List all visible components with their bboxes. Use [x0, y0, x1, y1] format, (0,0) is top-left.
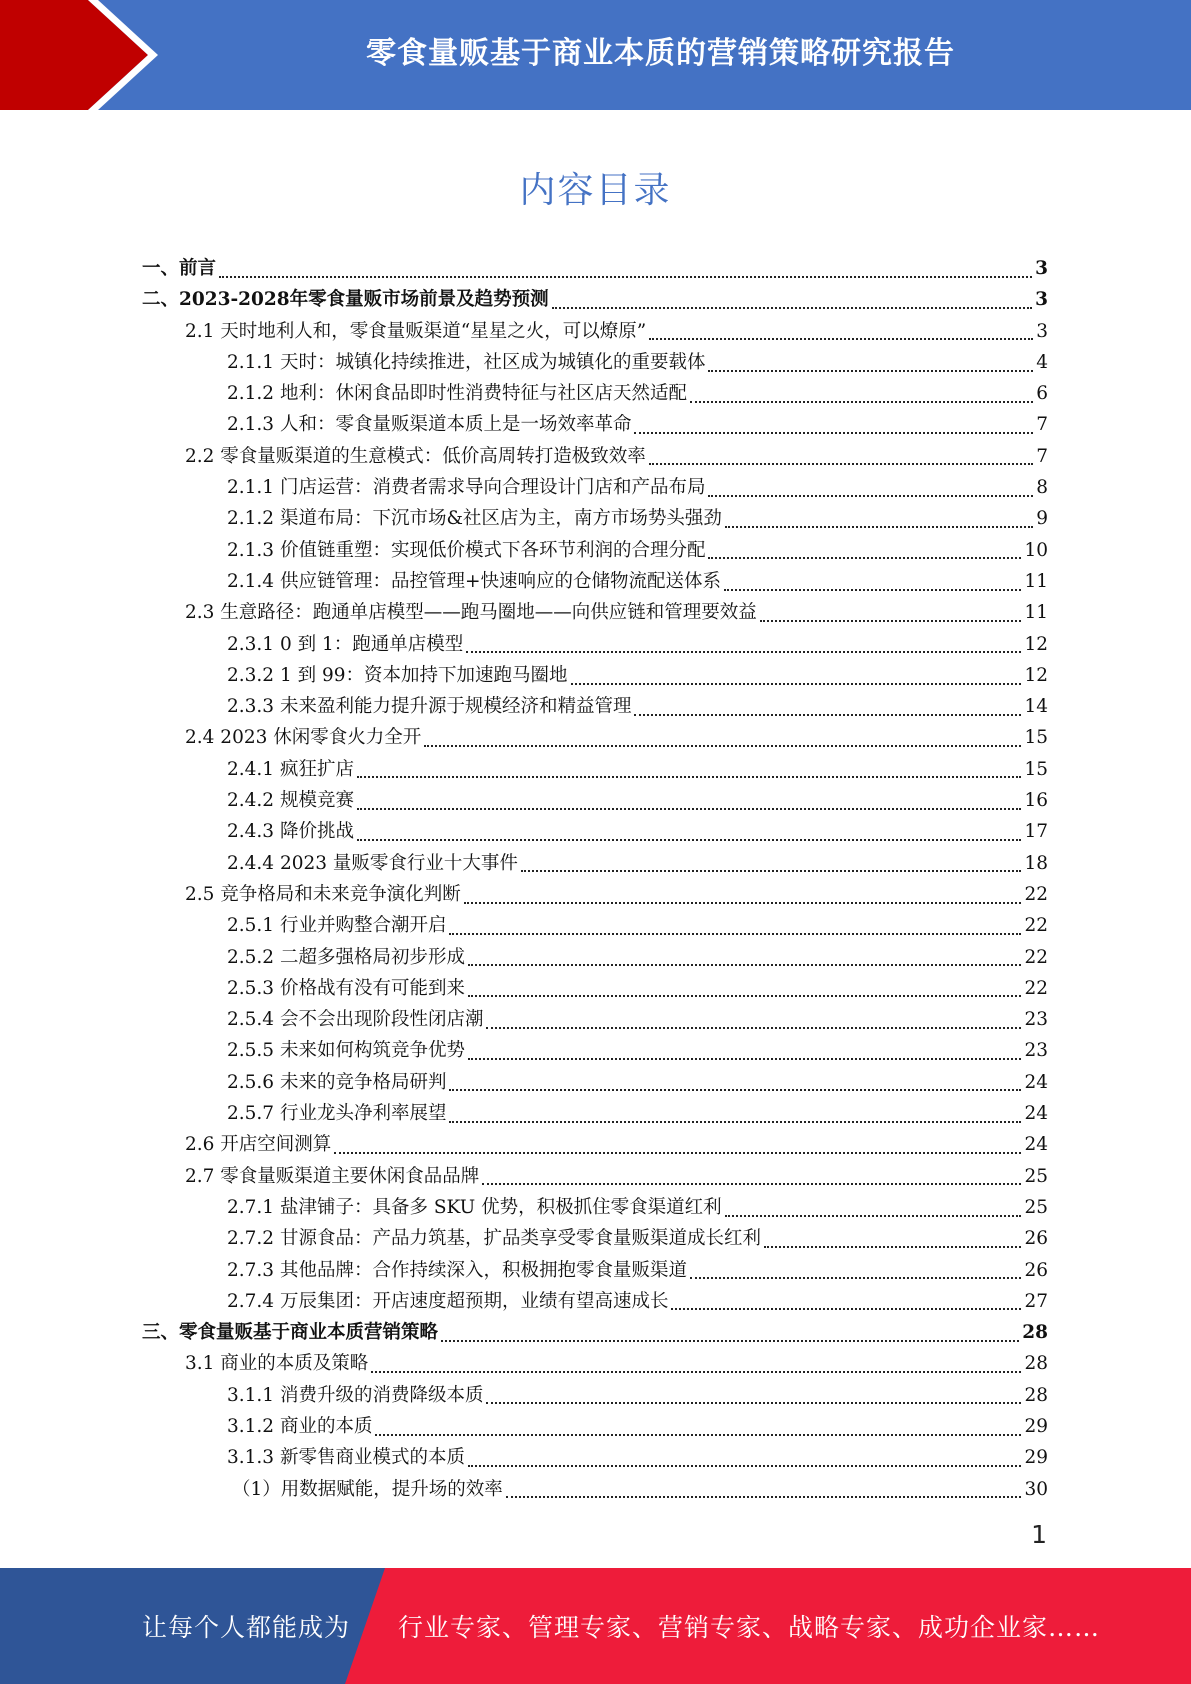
toc-entry-title: 2.6 开店空间测算 [185, 1134, 332, 1156]
toc-entry-page: 17 [1024, 821, 1048, 843]
toc-entry-title: 2.5.7 行业龙头净利率展望 [227, 1103, 447, 1125]
footer-slogan-left: 让每个人都能成为 [142, 1613, 351, 1642]
toc-entry[interactable] [142, 692, 1048, 723]
toc-dot-leader [690, 401, 1033, 403]
toc-entry[interactable] [142, 755, 1048, 786]
toc-entry-title: 2.4 2023 休闲零食火力全开 [185, 727, 422, 749]
header-banner [0, 0, 1191, 110]
toc-dot-leader [466, 651, 1021, 653]
toc-entry-page: 3 [1035, 289, 1048, 311]
toc-entry-title: 一、前言 [142, 258, 217, 279]
toc-entry-page: 10 [1024, 539, 1048, 561]
toc-entry-title: 三、零食量贩基于商业本质营销策略 [142, 1322, 439, 1344]
toc-dot-leader [506, 1496, 1022, 1498]
toc-entry[interactable] [142, 1318, 1048, 1349]
toc-entry-title: 2.4.4 2023 量贩零食行业十大事件 [227, 852, 518, 874]
toc-entry-page: 28 [1024, 1384, 1048, 1406]
toc-entry-page: 7 [1036, 414, 1048, 436]
toc-dot-leader [486, 1027, 1021, 1029]
toc-entry-page: 14 [1024, 696, 1048, 718]
toc-entry-title: 3.1.3 新零售商业模式的本质 [227, 1447, 465, 1469]
toc-entry[interactable] [142, 1475, 1048, 1506]
toc-dot-leader [468, 995, 1021, 997]
toc-entry[interactable] [142, 504, 1048, 535]
toc-entry[interactable] [142, 1443, 1048, 1474]
toc-entry-page: 27 [1024, 1290, 1048, 1312]
toc-entry-title: 2.1.3 人和：零食量贩渠道本质上是一场效率革命 [227, 414, 632, 436]
toc-dot-leader [468, 964, 1021, 966]
toc-entry[interactable] [142, 723, 1048, 754]
toc-entry[interactable] [142, 536, 1048, 567]
toc-entry[interactable] [142, 1349, 1048, 1380]
toc-entry-title: 3.1 商业的本质及策略 [185, 1353, 369, 1375]
toc-entry-page: 11 [1024, 602, 1048, 624]
toc-entry-page: 3 [1036, 320, 1048, 342]
page-number: 1 [1031, 1520, 1047, 1549]
toc-dot-leader [486, 1402, 1021, 1404]
toc-entry-page: 23 [1024, 1040, 1048, 1062]
toc-dot-leader [760, 620, 1022, 622]
toc-entry[interactable] [142, 1412, 1048, 1443]
toc-entry-page: 15 [1024, 758, 1048, 780]
toc-entry[interactable] [142, 598, 1048, 629]
toc-entry-title: 2.5.3 价格战有没有可能到来 [227, 977, 465, 999]
toc-entry-page: 25 [1024, 1196, 1048, 1218]
toc-entry[interactable] [142, 1256, 1048, 1287]
toc-dot-leader [521, 870, 1022, 872]
toc-entry-page: 15 [1024, 727, 1048, 749]
toc-entry-title: 2.3.1 0 到 1：跑通单店模型 [227, 633, 464, 655]
toc-entry-title: 2.1.3 价值链重塑：实现低价模式下各环节利润的合理分配 [227, 539, 706, 561]
toc-entry-page: 6 [1036, 383, 1048, 405]
toc-entry-page: 4 [1036, 351, 1048, 373]
toc-entry[interactable] [142, 630, 1048, 661]
toc-dot-leader [708, 557, 1021, 559]
toc-dot-leader [468, 1058, 1021, 1060]
toc-dot-leader [357, 808, 1022, 810]
toc-entry-page: 22 [1024, 977, 1048, 999]
toc-entry[interactable] [142, 880, 1048, 911]
toc-entry-page: 25 [1024, 1165, 1048, 1187]
toc-entry[interactable] [142, 1287, 1048, 1318]
toc-dot-leader [571, 683, 1022, 685]
toc-entry-title: 2.4.3 降价挑战 [227, 821, 354, 843]
toc-dot-leader [441, 1340, 1019, 1342]
toc-entry[interactable] [142, 317, 1048, 348]
toc-dot-leader [424, 745, 1021, 747]
toc-entry[interactable] [142, 1381, 1048, 1412]
toc-entry-title: 2.1.1 天时：城镇化持续推进，社区成为城镇化的重要载体 [227, 351, 706, 373]
toc-entry-page: 7 [1036, 445, 1048, 467]
toc-dot-leader [464, 902, 1022, 904]
toc-entry[interactable] [142, 285, 1048, 316]
toc-entry-title: （1）用数据赋能，提升场的效率 [232, 1478, 503, 1500]
toc-entry-title: 2.3 生意路径：跑通单店模型——跑马圈地——向供应链和管理要效益 [185, 602, 757, 624]
toc-entry[interactable] [142, 943, 1048, 974]
toc-entry-title: 2.1 天时地利人和，零食量贩渠道“星星之火，可以燎原” [185, 320, 647, 342]
toc-entry-page: 9 [1036, 508, 1048, 530]
toc-dot-leader [552, 307, 1032, 309]
toc-dot-leader [725, 1215, 1022, 1217]
toc-dot-leader [634, 714, 1021, 716]
toc-entry-page: 28 [1022, 1322, 1048, 1344]
toc-dot-leader [482, 1183, 1021, 1185]
toc-dot-leader [371, 1371, 1021, 1373]
toc-entry-title: 2.1.2 地利：休闲食品即时性消费特征与社区店天然适配 [227, 383, 687, 405]
toc-dot-leader [690, 1277, 1021, 1279]
toc-entry-page: 16 [1024, 790, 1048, 812]
toc-entry-title: 2.7.3 其他品牌：合作持续深入，积极拥抱零食量贩渠道 [227, 1259, 687, 1281]
toc-dot-leader [449, 933, 1021, 935]
toc-dot-leader [634, 432, 1033, 434]
toc-entry-page: 23 [1024, 1009, 1048, 1031]
toc-entry[interactable] [142, 1099, 1048, 1130]
toc-entry[interactable] [142, 786, 1048, 817]
toc-entry-title: 2.7.4 万辰集团：开店速度超预期，业绩有望高速成长 [227, 1290, 669, 1312]
toc-entry[interactable] [142, 1068, 1048, 1099]
toc-entry-page: 26 [1024, 1228, 1048, 1250]
toc-entry-title: 2.5.5 未来如何构筑竞争优势 [227, 1040, 465, 1062]
toc-entry-title: 2.1.2 渠道布局：下沉市场&社区店为主，南方市场势头强劲 [227, 508, 722, 530]
toc-entry-page: 12 [1024, 633, 1048, 655]
toc-entry-page: 12 [1024, 664, 1048, 686]
toc-dot-leader [708, 495, 1033, 497]
toc-dot-leader [357, 839, 1022, 841]
toc-dot-leader [375, 1434, 1021, 1436]
toc-entry-page: 18 [1024, 852, 1048, 874]
toc-entry-title: 2.2 零食量贩渠道的生意模式：低价高周转打造极致效率 [185, 445, 646, 467]
toc-entry[interactable] [142, 661, 1048, 692]
toc-dot-leader [724, 589, 1021, 591]
toc-entry-title: 2.5.1 行业并购整合潮开启 [227, 915, 447, 937]
toc-dot-leader [649, 338, 1033, 340]
toc-dot-leader [764, 1246, 1021, 1248]
toc-entry[interactable] [142, 1224, 1048, 1255]
toc-entry-page: 24 [1024, 1103, 1048, 1125]
toc-entry[interactable] [142, 379, 1048, 410]
toc-entry[interactable] [142, 1036, 1048, 1067]
toc-entry-title: 2.7.2 甘源食品：产品力筑基，扩品类享受零食量贩渠道成长红利 [227, 1228, 761, 1250]
toc-entry-page: 26 [1024, 1259, 1048, 1281]
toc-dot-leader [219, 276, 1032, 278]
toc-entry-title: 2.7 零食量贩渠道主要休闲食品品牌 [185, 1165, 480, 1187]
toc-entry-title: 3.1.2 商业的本质 [227, 1415, 373, 1437]
toc-entry-title: 2.3.3 未来盈利能力提升源于规模经济和精益管理 [227, 696, 632, 718]
toc-entry[interactable] [142, 473, 1048, 504]
header-chevron-graphic [0, 0, 160, 110]
toc-dot-leader [725, 526, 1033, 528]
toc-entry[interactable] [142, 1193, 1048, 1224]
toc-entry-title: 二、2023-2028年零食量贩市场前景及趋势预测 [142, 289, 549, 311]
table-of-contents [142, 254, 1048, 1506]
toc-entry-page: 29 [1024, 1447, 1048, 1469]
toc-entry-page: 3 [1035, 258, 1048, 279]
footer-slogan-right: 行业专家、管理专家、营销专家、战略专家、成功企业家…… [398, 1613, 1101, 1642]
toc-entry-page: 22 [1024, 946, 1048, 968]
toc-entry[interactable] [142, 911, 1048, 942]
toc-dot-leader [449, 1089, 1021, 1091]
toc-entry[interactable] [142, 1162, 1048, 1193]
toc-entry-title: 2.5.2 二超多强格局初步形成 [227, 946, 465, 968]
toc-dot-leader [334, 1152, 1021, 1154]
toc-entry-page: 24 [1024, 1134, 1048, 1156]
toc-entry-title: 2.4.2 规模竞赛 [227, 790, 354, 812]
toc-dot-leader [468, 1465, 1021, 1467]
toc-dot-leader [671, 1308, 1021, 1310]
toc-dot-leader [449, 1121, 1021, 1123]
toc-entry-title: 2.4.1 疯狂扩店 [227, 758, 354, 780]
toc-entry-page: 24 [1024, 1071, 1048, 1093]
toc-entry[interactable] [142, 567, 1048, 598]
toc-entry-title: 3.1.1 消费升级的消费降级本质 [227, 1384, 484, 1406]
toc-entry-page: 29 [1024, 1415, 1048, 1437]
toc-entry-title: 2.5 竞争格局和未来竞争演化判断 [185, 883, 461, 905]
toc-entry[interactable] [142, 254, 1048, 285]
toc-entry-title: 2.3.2 1 到 99：资本加持下加速跑马圈地 [227, 664, 568, 686]
toc-heading: 内容目录 [519, 170, 672, 211]
toc-dot-leader [357, 776, 1022, 778]
toc-entry[interactable] [142, 974, 1048, 1005]
toc-dot-leader [649, 463, 1033, 465]
toc-entry-page: 11 [1024, 570, 1048, 592]
toc-entry[interactable] [142, 348, 1048, 379]
toc-entry[interactable] [142, 442, 1048, 473]
toc-entry[interactable] [142, 849, 1048, 880]
toc-entry[interactable] [142, 410, 1048, 441]
toc-dot-leader [708, 370, 1033, 372]
toc-entry[interactable] [142, 1130, 1048, 1161]
toc-entry-page: 22 [1024, 883, 1048, 905]
toc-entry-page: 22 [1024, 915, 1048, 937]
toc-entry-title: 2.7.1 盐津铺子：具备多 SKU 优势，积极抓住零食渠道红利 [227, 1196, 722, 1218]
toc-entry-page: 30 [1024, 1478, 1048, 1500]
toc-entry-page: 28 [1024, 1353, 1048, 1375]
toc-entry-title: 2.5.6 未来的竞争格局研判 [227, 1071, 447, 1093]
toc-entry[interactable] [142, 1005, 1048, 1036]
report-title: 零食量贩基于商业本质的营销策略研究报告 [366, 36, 955, 71]
footer-banner [0, 1568, 1191, 1684]
toc-entry-title: 2.1.4 供应链管理：品控管理+快速响应的仓储物流配送体系 [227, 570, 721, 592]
toc-entry-title: 2.5.4 会不会出现阶段性闭店潮 [227, 1009, 484, 1031]
toc-entry-title: 2.1.1 门店运营：消费者需求导向合理设计门店和产品布局 [227, 477, 706, 499]
toc-entry[interactable] [142, 817, 1048, 848]
toc-entry-page: 8 [1036, 477, 1048, 499]
